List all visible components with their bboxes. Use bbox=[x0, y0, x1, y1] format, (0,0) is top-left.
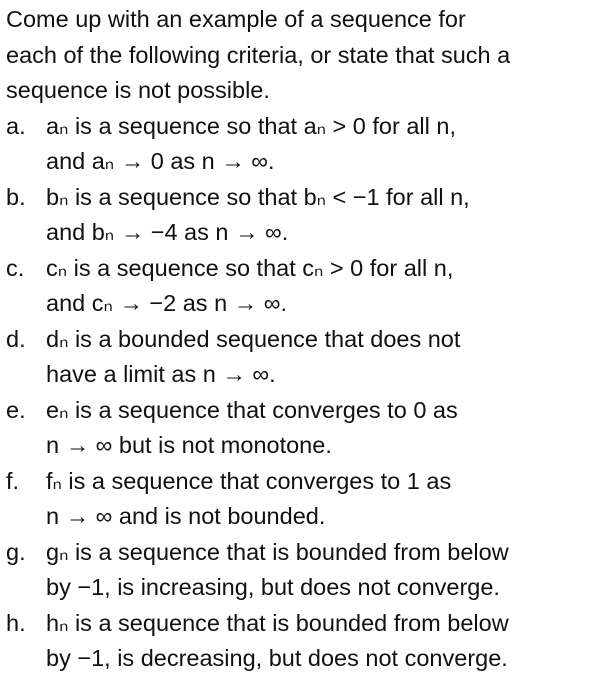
item-line: and aₙ → 0 as n → ∞. bbox=[46, 148, 275, 174]
intro-text bbox=[6, 2, 606, 109]
list-item-e bbox=[6, 393, 606, 464]
item-line: hₙ is a sequence that is bounded from below bbox=[46, 609, 509, 636]
item-line: have a limit as n → ∞. bbox=[46, 361, 276, 387]
intro-line: each of the following criteria, or state that such a bbox=[6, 41, 511, 68]
list-item-a bbox=[6, 109, 606, 180]
item-line: eₙ is a sequence that converges to 0 as bbox=[46, 396, 458, 423]
item-letter: d. bbox=[6, 325, 26, 352]
item-line: by −1, is decreasing, but does not converge. bbox=[46, 645, 508, 671]
list-item-c bbox=[6, 251, 606, 322]
item-line: and bₙ → −4 as n → ∞. bbox=[46, 219, 289, 245]
item-line: cₙ is a sequence so that cₙ > 0 for all n, bbox=[46, 254, 454, 281]
item-line: n → ∞ and is not bounded. bbox=[46, 503, 326, 529]
list-item-f bbox=[6, 464, 606, 535]
item-letter: e. bbox=[6, 396, 26, 423]
item-letter: g. bbox=[6, 538, 26, 565]
intro-line: Come up with an example of a sequence for bbox=[6, 6, 466, 32]
item-letter: c. bbox=[6, 254, 25, 281]
list-item-d bbox=[6, 322, 606, 393]
item-letter: h. bbox=[6, 609, 26, 636]
list-item-g bbox=[6, 535, 606, 606]
item-letter: b. bbox=[6, 183, 26, 210]
list-item-h bbox=[6, 606, 606, 677]
item-letter: a. bbox=[6, 112, 26, 139]
item-line: fₙ is a sequence that converges to 1 as bbox=[46, 467, 452, 494]
item-line: dₙ is a bounded sequence that does not bbox=[46, 325, 461, 352]
criteria-list bbox=[6, 109, 606, 677]
list-item-b bbox=[6, 180, 606, 251]
item-letter: f. bbox=[6, 467, 20, 494]
item-line: gₙ is a sequence that is bounded from below bbox=[46, 538, 509, 565]
item-line: n → ∞ but is not monotone. bbox=[46, 432, 332, 458]
item-line: and cₙ → −2 as n → ∞. bbox=[46, 290, 287, 316]
item-line: aₙ is a sequence so that aₙ > 0 for all n, bbox=[46, 112, 456, 139]
item-line: bₙ is a sequence so that bₙ < −1 for all n, bbox=[46, 183, 470, 210]
item-line: by −1, is increasing, but does not converge. bbox=[46, 574, 500, 600]
intro-line: sequence is not possible. bbox=[6, 77, 270, 103]
